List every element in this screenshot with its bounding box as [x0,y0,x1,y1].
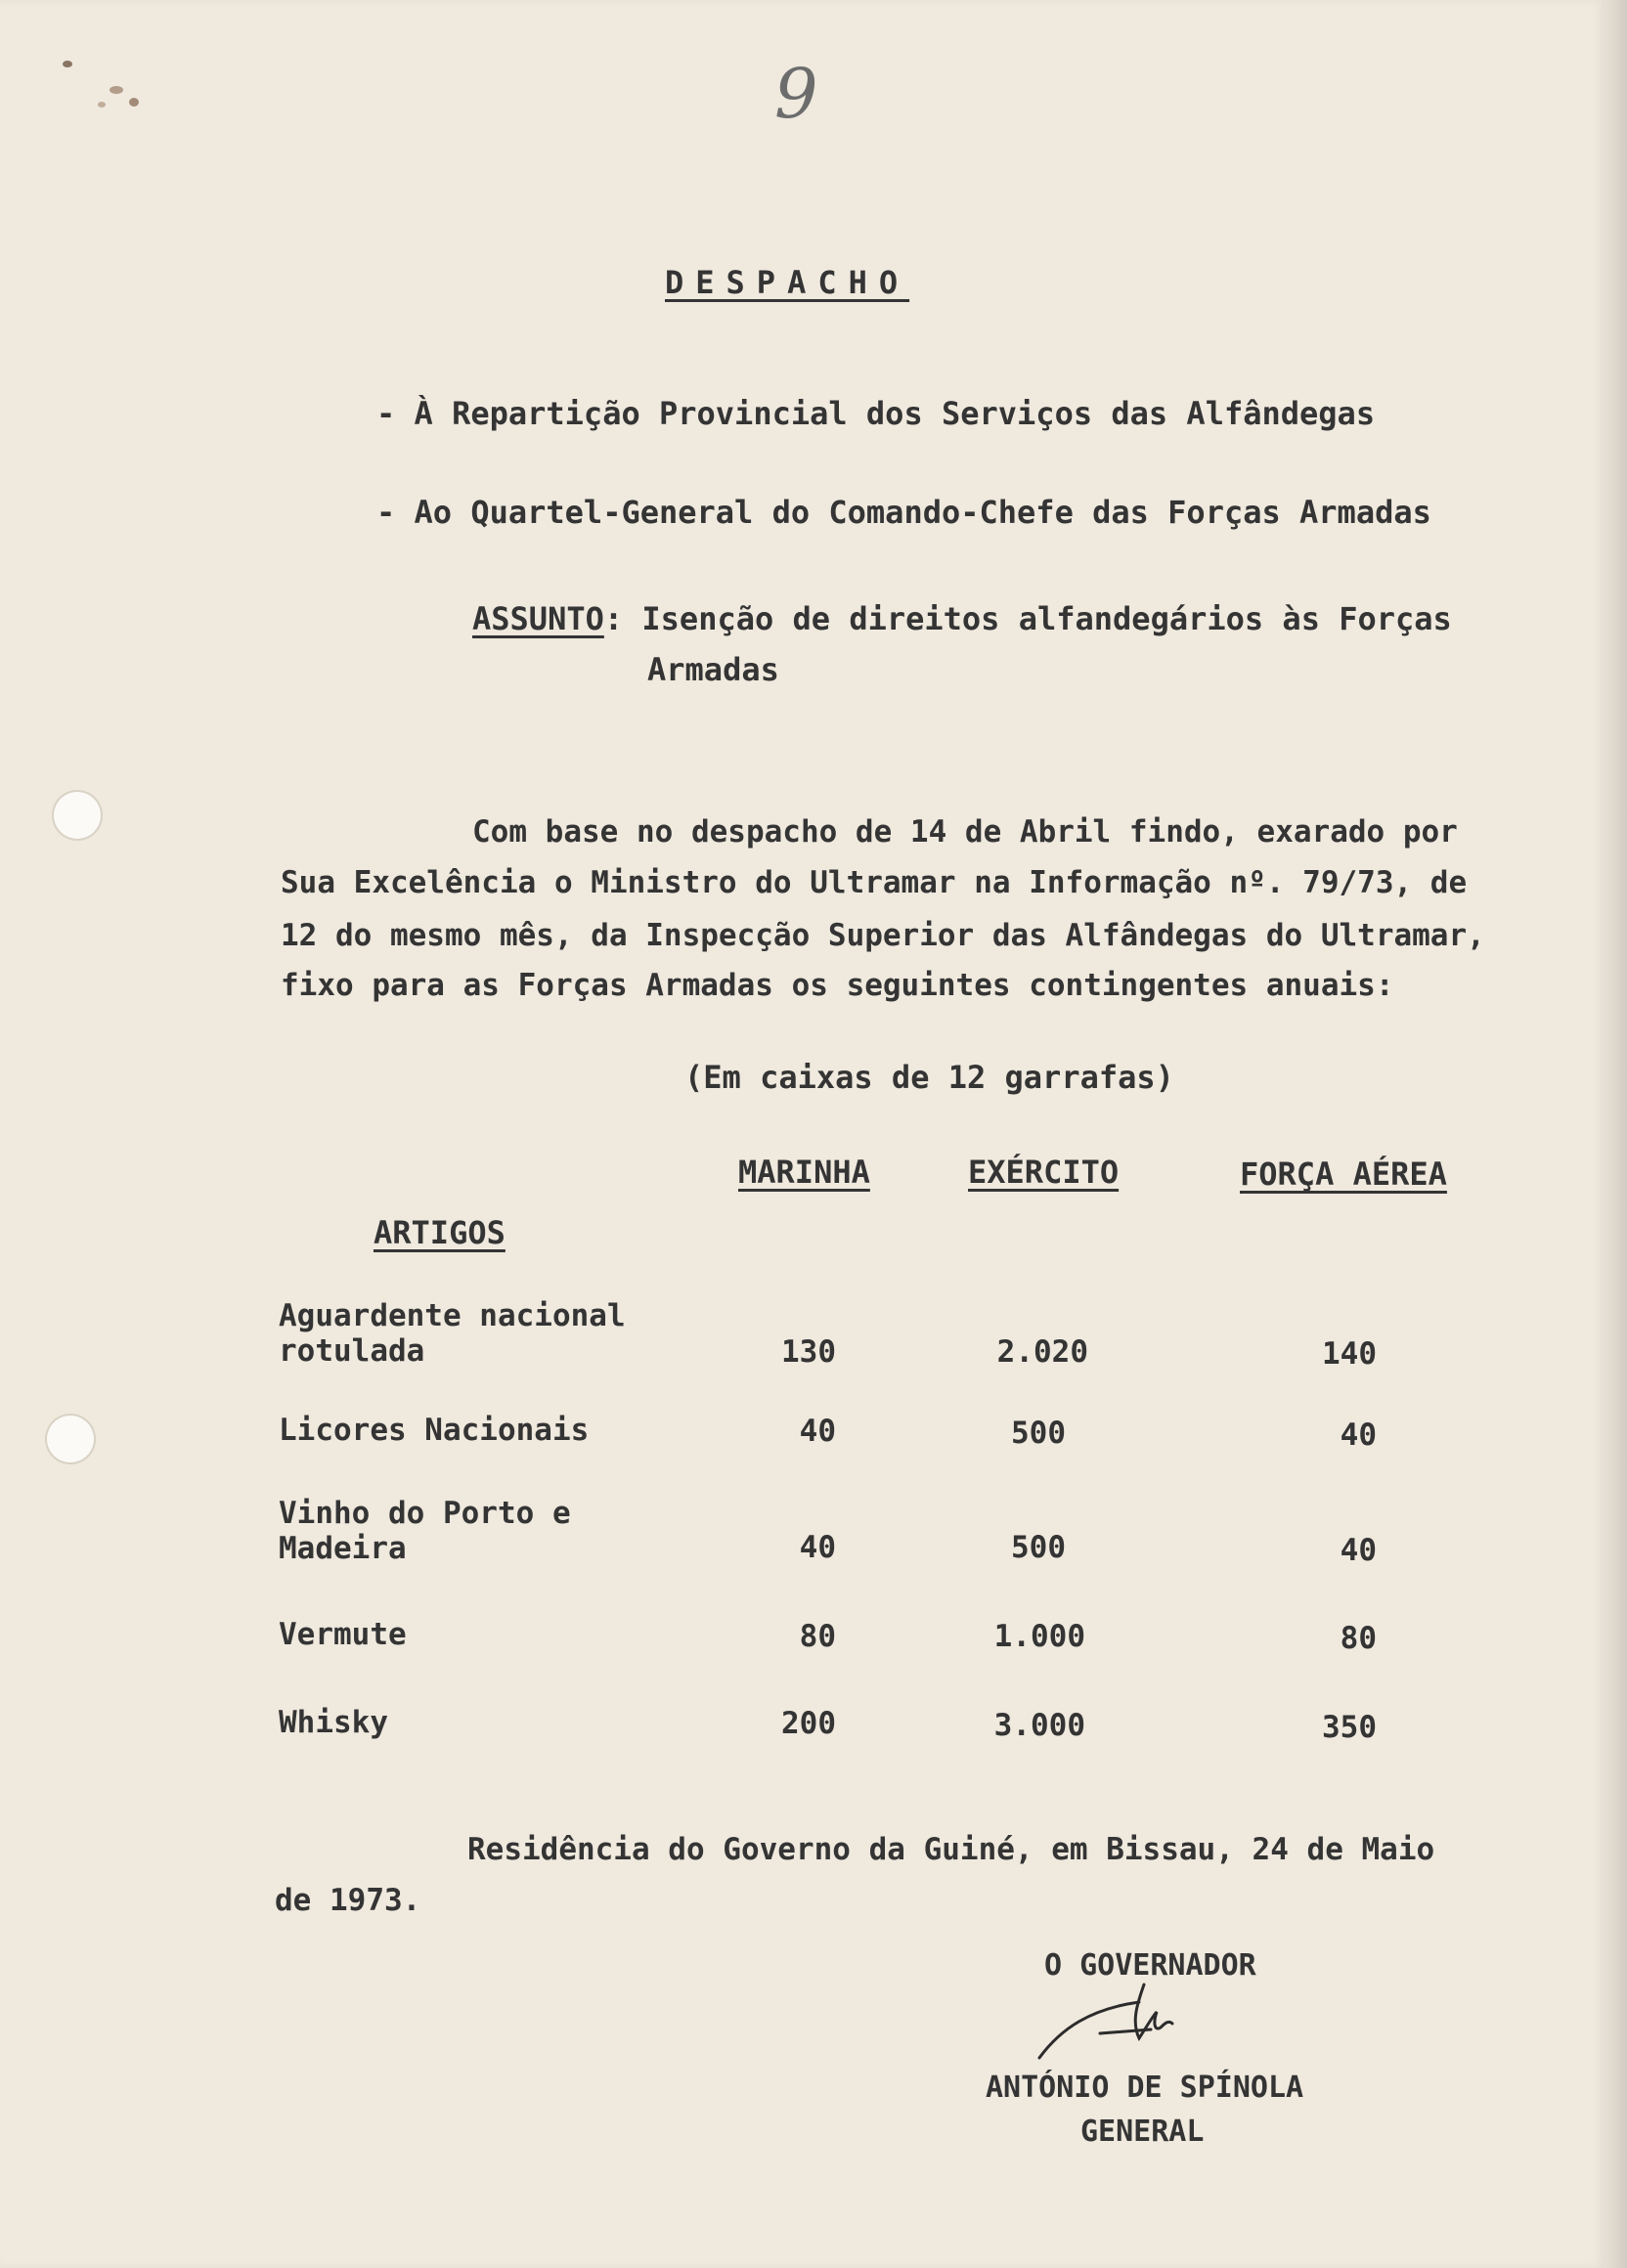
subject-text: Isenção de direitos alfandegários às Forças [623,600,1452,637]
table-cell: 40 [799,1530,836,1565]
table-cell: 140 [1322,1336,1377,1372]
table-cell: 500 [1011,1530,1066,1565]
table-cell: 200 [781,1706,836,1741]
signatory-name: ANTÓNIO DE SPÍNOLA [986,2071,1304,2105]
table-cell: 350 [1322,1710,1377,1745]
table-cell: 80 [799,1619,836,1654]
closing-line: Residência do Governo da Guiné, em Bissau, 24 de Maio [467,1832,1435,1867]
table-row-article: Vermute [279,1617,407,1652]
table-cell: 40 [1340,1418,1377,1453]
table-cell: 40 [799,1414,836,1449]
table-cell: 2.020 [996,1334,1088,1370]
paper-stain [63,61,72,67]
paper-stain [98,102,106,108]
page-edge [1605,0,1627,2268]
column-header-exercito: EXÉRCITO [968,1154,1120,1191]
table-row-article: Vinho do Porto e Madeira [279,1496,571,1566]
paper-stain [129,98,139,107]
table-row-article: Licores Nacionais [279,1413,590,1448]
document-title: DESPACHO [665,264,910,301]
table-cell: 80 [1340,1621,1377,1656]
table-cell: 3.000 [993,1708,1085,1743]
subject-separator: : [603,600,624,637]
punch-hole [47,1416,94,1462]
table-row-article: Aguardente nacional rotulada [279,1298,626,1369]
subject-line [472,600,1452,637]
paper-stain [110,86,123,94]
table-cell: 1.000 [993,1619,1085,1654]
column-header-forca-aerea: FORÇA AÉREA [1240,1156,1447,1193]
table-cell: 130 [781,1334,836,1370]
table-row-article: Whisky [279,1705,388,1740]
handwritten-signature [1032,1965,1217,2072]
column-header-marinha: MARINHA [738,1154,870,1191]
table-cell: 40 [1340,1533,1377,1568]
addressee-line: - À Repartição Provincial dos Serviços das Alfândegas [376,395,1376,432]
unit-note: (Em caixas de 12 garrafas) [684,1059,1174,1096]
handwritten-page-number: 9 [774,54,818,134]
table-cell: 500 [1011,1416,1066,1451]
subject-label: ASSUNTO [472,600,604,637]
body-line: 12 do mesmo mês, da Inspecção Superior das Alfândegas do Ultramar, [281,918,1485,953]
subject-continuation: Armadas [647,651,779,688]
body-line: fixo para as Forças Armadas os seguintes contingentes anuais: [281,968,1394,1003]
body-line: Sua Excelência o Ministro do Ultramar na Informação nº. 79/73, de [281,865,1468,900]
addressee-line: - Ao Quartel-General do Comando-Chefe das Forças Armadas [376,494,1431,531]
punch-hole [54,792,101,839]
signatory-role: O GOVERNADOR [1044,1948,1256,1983]
body-line: Com base no despacho de 14 de Abril findo, exarado por [472,814,1458,850]
articles-header: ARTIGOS [374,1214,506,1251]
signatory-rank: GENERAL [1080,2115,1205,2149]
closing-line: de 1973. [275,1883,421,1918]
